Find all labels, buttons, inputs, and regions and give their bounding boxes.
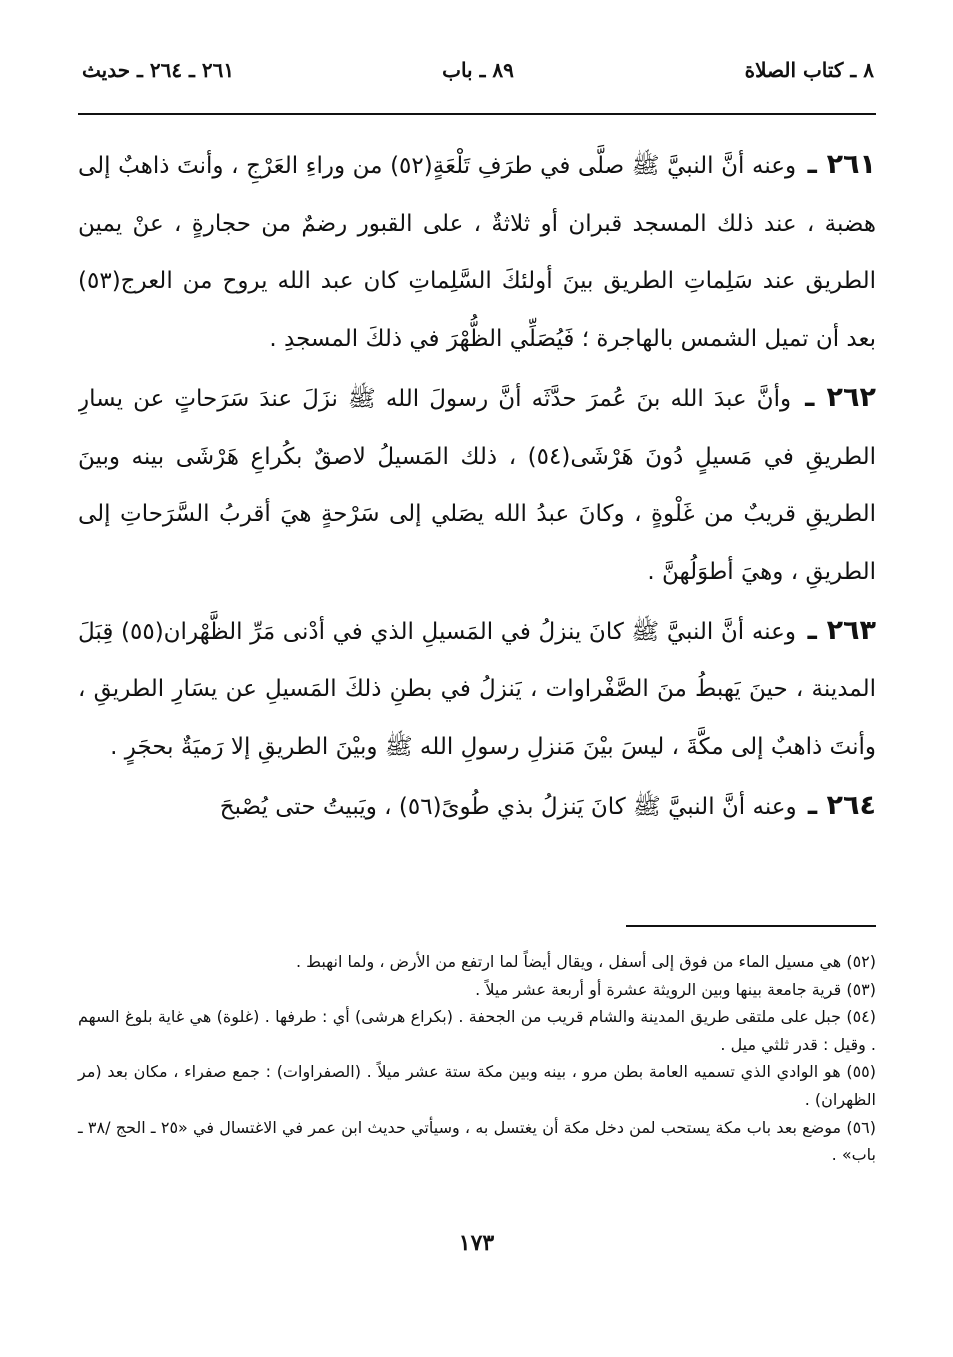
header-divider (78, 113, 876, 115)
hadith-text: وأنَّ عبدَ الله بنَ عُمرَ حدَّثَه أنَّ رسولَ الله ﷺ نزَلَ عندَ سَرَحاتٍ عن يسارِ الطريقِ في مَسيلٍ دُونَ هَرْشَى(٥٤) ، ذلك المَسيلُ لاصقٌ بكُراعِ هَرْشَى بينه وبينَ الطريقِ قريبٌ من غَلْوةٍ ، وكانَ عبدُ الله يصَلي إلى سَرْحةٍ هيَ أقربُ السَّرَحاتِ إلى الطريقِ ، وهيَ أطوَلُهنَّ . (78, 385, 876, 585)
hadith-number: ٢٦١ ـ (807, 149, 876, 180)
hadith-number: ٢٦٤ ـ (807, 789, 876, 821)
hadith-range: ٢٦١ ـ ٢٦٤ ـ حديث (82, 58, 235, 82)
footnote-52: (٥٢) هي مسيل الماء من فوق إلى أسفل ، ويقال أيضاً لما ارتفع من الأرض ، ولما انهبط . (295, 952, 876, 971)
hadith-text: وعنه أنَّ النبيَّ ﷺ صلَّى في طرَفِ تَلْعَةٍ(٥٢) من وراءِ العَرْجِ ، وأنتَ ذاهبٌ إلى هضبة ، عند ذلك المسجد قبران أو ثلاثةٌ ، على القبور رضمٌ من حجارةٍ ، عنْ يمين الطريق عند سَلِماتِ الطريق بينَ أولئكَ السَّلِماتِ كان عبد الله يروح من العرج(٥٣) بعد أن تميل الشمس بالهاجرة ؛ فَيُصَلِّي الظُّهْرَ في ذلكَ المسجدِ . (78, 153, 876, 353)
footnote-53: (٥٣) قرية جامعة بينها وبين الرويثة عشرة أو أربعة عشر ميلاً . (475, 979, 876, 999)
chapter-title: ٨ ـ كتاب الصلاة (744, 58, 874, 82)
hadith-263 (78, 602, 876, 777)
hadith-text: وعنه أنَّ النبيَّ ﷺ كانَ يَنزلُ بذي طُوىً(٥٦) ، ويَبيتُ حتى يُصْبحَ (219, 793, 797, 820)
hadith-264 (78, 777, 876, 837)
section-title: ٨٩ ـ باب (442, 58, 514, 82)
hadith-number: ٢٦٢ ـ (805, 381, 876, 413)
hadith-262 (78, 369, 876, 602)
page-number: ١٧٣ (458, 1230, 495, 1256)
footnote-divider (626, 925, 876, 927)
footnote-55: (٥٥) هو الوادي الذي تسميه العامة بطن مرو ، بينه وبين مكة ستة عشر ميلاً . (الصفراوات) : جمع صفراء ، مكان بعد (مر الظهران) . (78, 1062, 876, 1109)
main-text (78, 136, 876, 896)
running-header (82, 58, 874, 94)
footnotes (78, 948, 876, 1169)
hadith-261 (78, 136, 876, 369)
hadith-number: ٢٦٣ ـ (807, 614, 876, 646)
hadith-text: وعنه أنَّ النبيَّ ﷺ كانَ ينزلُ في المَسيلِ الذي في أدْنى مَرِّ الظَّهْران(٥٥) قِبَلَ المدينة ، حينَ يَهبطُ منَ الصَّفْراوات ، يَنزلُ في بطنِ ذلكَ المَسيلِ عن يسَارِ الطريقِ ، وأنتَ ذاهبٌ إلى مكَّةَ ، ليسَ بيْنَ مَنزلِ رسولِ الله ﷺ وبيْنَ الطريقِ إلا رَميَةٌ بحجَرٍ . (78, 618, 876, 761)
footnote-54: (٥٤) جبل على ملتقى طريق المدينة والشام قريب من الجحفة . (بكراع هرشى) أي : طرفها . (غلوة) هي غاية بلوغ السهم . وقيل : قدر ثلثي ميل . (78, 1007, 876, 1054)
footnote-56: (٥٦) موضع بعد باب مكة يستحب لمن دخل مكة أن يغتسل به ، وسيأتي حديث ابن عمر في الاغتسال في «٢٥ ـ الحج /٣٨ ـ باب» . (78, 1117, 876, 1165)
